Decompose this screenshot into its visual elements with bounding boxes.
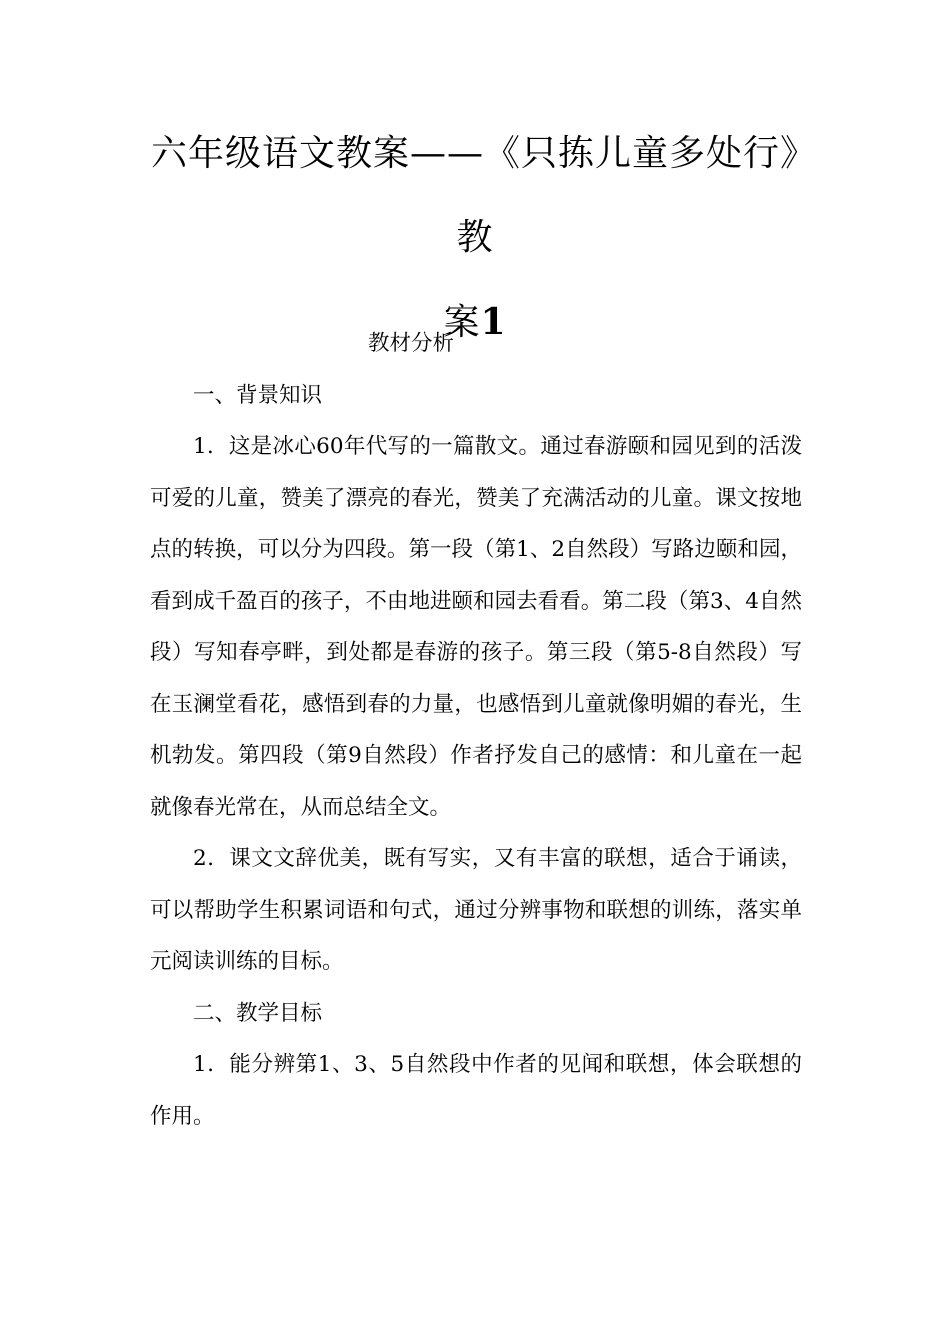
section-heading: 教材分析 xyxy=(368,331,455,356)
title-line-2-number: 1 xyxy=(480,301,507,343)
title-line-1: 六年级语文教案——《只拣儿童多处行》教 xyxy=(150,133,799,258)
subheading-background: 一、背景知识 xyxy=(193,382,323,408)
paragraph-3: 1．能分辨第1、3、5自然段中作者的见闻和联想，体会联想的作用。 xyxy=(150,1052,802,1129)
document-body xyxy=(150,318,802,1142)
paragraph-2: 2．课文文辞优美，既有写实，又有丰富的联想，适合于诵读，可以帮助学生积累词语和句式，通过分辨事物和联想的训练，落实单元阅读训练的目标。 xyxy=(150,846,802,974)
title-line-2-text: 案 xyxy=(443,302,481,343)
subheading-teaching-goals: 二、教学目标 xyxy=(193,1000,323,1026)
paragraph-1: 1．这是冰心60年代写的一篇散文。通过春游颐和园见到的活泼可爱的儿童，赞美了漂亮的春光，赞美了充满活动的儿童。课文按地点的转换，可以分为四段。第一段（第1、2自然段）写路边颐和园，看到成千盈百的孩子，不由地进颐和园去看看。第二段（第3、4自然段）写知春亭畔，到处都是春游的孩子。第三段（第5-8自然段）写在玉澜堂看花，感悟到春的力量，也感悟到儿童就像明媚的春光，生机勃发。第四段（第9自然段）作者抒发自己的感情：和儿童在一起就像春光常在，从而总结全文。 xyxy=(150,434,802,820)
